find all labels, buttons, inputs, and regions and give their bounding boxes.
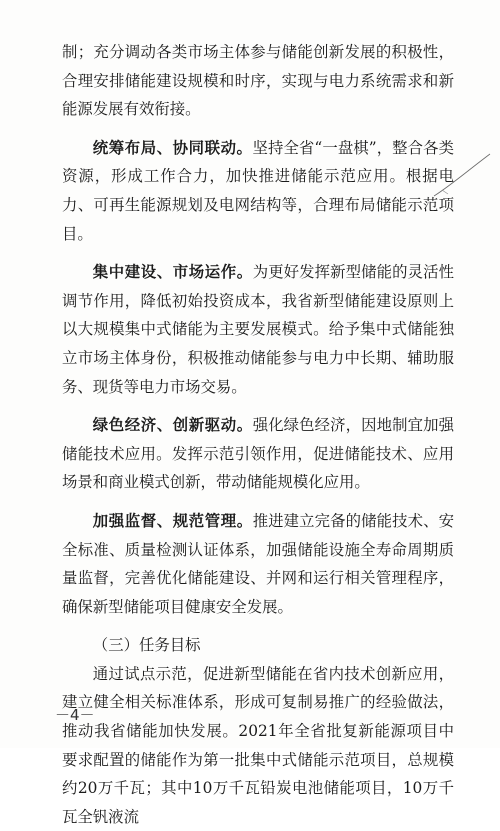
- principle-heading-2: 集中建设、市场运作。: [92, 263, 253, 282]
- intro-paragraph: 制；充分调动各类市场主体参与储能创新发展的积极性，合理安排储能建设规模和时序，实现与电力系统需求和新能源发展有效衔接。: [62, 43, 454, 119]
- principle-heading-1: 统筹布局、协同联动。: [92, 138, 253, 157]
- principle-paragraph-2: [62, 258, 454, 401]
- principle-heading-4: 加强监督、规范管理。: [92, 511, 253, 530]
- page-number: －4－: [55, 706, 95, 724]
- task-paragraph: 通过试点示范，促进新型储能在省内技术创新应用，建立健全相关标准体系，形成可复制易推广的经验做法，推动我省储能加快发展。2021年全省批复新能源项目中要求配置的储能作为第一批集中式储能示范项目，总规模约20万千瓦；其中10万千瓦铅炭电池储能项目，10万千瓦全钒液流: [62, 664, 454, 826]
- principle-body-4: 推进建立完备的储能技术、安全标准、质量检测认证体系，加强储能设施全寿命周期质量监督，完善优化储能建设、并网和运行相关管理程序，确保新型储能项目健康安全发展。: [62, 511, 454, 616]
- principle-paragraph-4: [62, 507, 454, 621]
- principle-heading-3: 绿色经济、创新驱动。: [92, 416, 253, 435]
- principle-paragraph-3: [62, 411, 454, 497]
- document-body: [62, 38, 454, 831]
- section-title: （三）任务目标: [92, 636, 201, 655]
- principle-paragraph-1: [62, 134, 454, 248]
- principle-body-2: 为更好发挥新型储能的灵活性调节作用，降低初始投资成本，我省新型储能建设原则上以大规模集中式储能为主要发展模式。给予集中式储能独立市场主体身份，积极推动储能参与电力中长期、辅助服务、现货等电力市场交易。: [62, 263, 454, 396]
- principle-body-1: 坚持全省“一盘棋”，整合各类资源，形成工作合力，加快推进储能示范应用。根据电力、可再生能源规划及电网结构等，合理布局储能示范项目。: [62, 138, 454, 243]
- principle-body-3: 强化绿色经济，因地制宜加强储能技术应用。发挥示范引领作用，促进储能技术、应用场景和商业模式创新，带动储能规模化应用。: [62, 416, 454, 492]
